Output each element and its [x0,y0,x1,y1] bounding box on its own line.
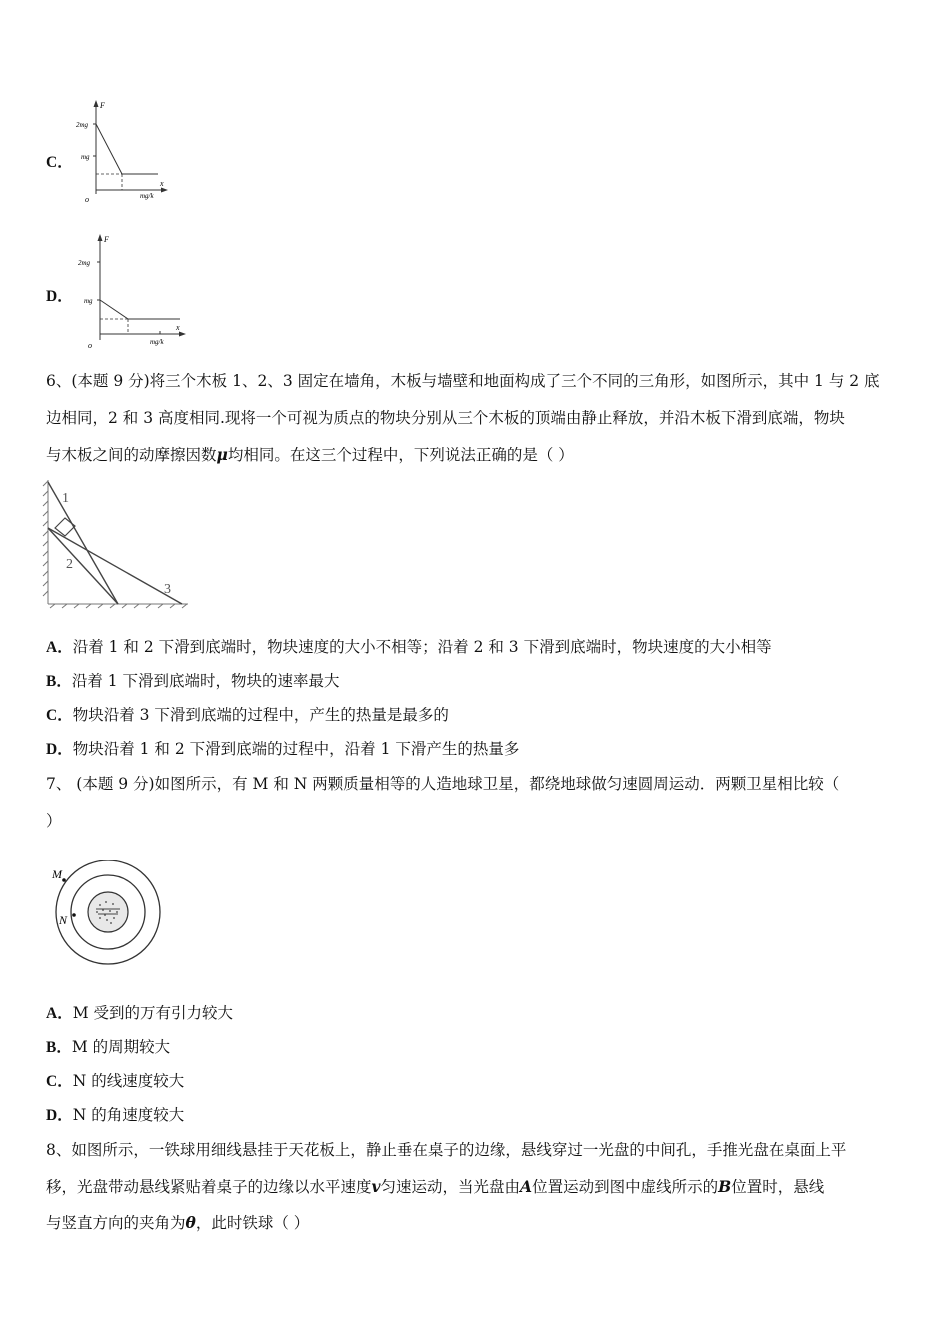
option-text: 沿着 1 下滑到底端时，物块的速率最大 [71,672,340,690]
option-letter: C． [46,707,73,724]
board-label-1: 1 [62,491,69,506]
option-letter: D． [46,1107,73,1124]
satellite-orbits-figure [50,860,166,972]
position-a-symbol: A [520,1177,533,1196]
option-text: N 的角速度较大 [72,1106,185,1124]
option-text: M 的周期较大 [71,1038,171,1056]
tick-mgk-label: mg/k [140,192,154,200]
graph-c-figure [72,98,172,206]
option-letter: C． [46,154,73,171]
velocity-symbol: v [371,1177,381,1196]
wooden-boards-figure [40,476,190,610]
option-letter: B． [46,1039,72,1056]
position-b-symbol: B [718,1177,732,1196]
tick-mg-label: mg [81,153,90,161]
q6-stem-line-2: 边相同，2 和 3 高度相同.现将一个可视为质点的物块分别从三个木板的顶端由静止释放，并沿木板下滑到底端，物块 [46,409,845,427]
mu-symbol: μ [216,445,228,464]
option-text: M 受到的万有引力较大 [72,1004,234,1022]
option-letter: C． [46,1073,73,1090]
q7-option-a [46,1003,233,1024]
q6-stem-line-1: 6、(本题 9 分)将三个木板 1、2、3 固定在墙角，木板与墙壁和地面构成了三个不同的三角形，如图所示，其中 1 与 2 底 [46,372,880,390]
q8-stem-line-3 [46,1213,309,1233]
q7-stem-line-2: ） [46,812,62,830]
tick-mg-label: mg [84,297,93,305]
option-letter: D． [46,288,73,305]
option-text: 沿着 1 和 2 下滑到底端时，物块速度的大小不相等；沿着 2 和 3 下滑到底端时，物块速度的大小相等 [72,638,772,656]
tick-2mg-label: 2mg [78,259,91,267]
q7-option-c [46,1071,184,1092]
q8-stem-line-2 [46,1177,824,1197]
graph-d-figure [78,232,188,352]
q5-option-c [46,152,73,173]
option-letter: B． [46,673,72,690]
q8-stem-text: 与竖直方向的夹角为 [46,1214,186,1232]
q7-option-d [46,1105,184,1126]
option-text: N 的线速度较大 [72,1072,185,1090]
q6-option-d [46,739,519,760]
option-letter: D． [46,741,73,758]
q7-option-b [46,1037,170,1058]
satellite-n-label: N [59,913,68,927]
q6-option-a [46,637,772,658]
option-text: 物块沿着 3 下滑到底端的过程中，产生的热量是最多的 [72,706,449,724]
q6-stem-text: 与木板之间的动摩擦因数 [46,446,217,464]
tick-2mg-label: 2mg [76,121,89,129]
q8-stem-text: 位置运动到图中虚线所示的 [532,1178,719,1196]
q8-stem-text: 位置时，悬线 [731,1178,825,1196]
option-letter: A． [46,1005,73,1022]
q8-stem-line-1: 8、如图所示，一铁球用细线悬挂于天花板上，静止垂在桌子的边缘，悬线穿过一光盘的中间孔，手推光盘在桌面上平 [46,1141,847,1159]
q6-stem-text: 均相同。在这三个过程中，下列说法正确的是（ ） [227,446,574,464]
axis-x-label: x [176,323,180,332]
theta-symbol: θ [185,1213,196,1232]
board-label-3: 3 [164,582,171,597]
option-letter: A． [46,639,73,656]
q6-option-b [46,671,340,692]
axis-f-label: F [100,101,105,110]
q5-option-d [46,286,73,307]
q6-option-c [46,705,449,726]
satellite-m-label: M [52,867,62,881]
q8-stem-text: 匀速运动，当光盘由 [380,1178,521,1196]
q8-stem-text: 移，光盘带动悬线紧贴着桌子的边缘以水平速度 [46,1178,372,1196]
q8-stem-text: ，此时铁球（ ） [195,1214,310,1232]
q7-stem-line-1: 7、 (本题 9 分)如图所示，有 M 和 N 两颗质量相等的人造地球卫星，都绕地球做匀速圆周运动．两颗卫星相比较（ [46,775,840,793]
origin-label: o [88,341,92,350]
axis-f-label: F [104,235,109,244]
q6-stem-line-3 [46,445,574,465]
tick-mgk-label: mg/k [150,338,164,346]
axis-x-label: x [160,179,164,188]
option-text: 物块沿着 1 和 2 下滑到底端的过程中，沿着 1 下滑产生的热量多 [72,740,520,758]
board-label-2: 2 [66,557,73,572]
origin-label: o [85,195,89,204]
